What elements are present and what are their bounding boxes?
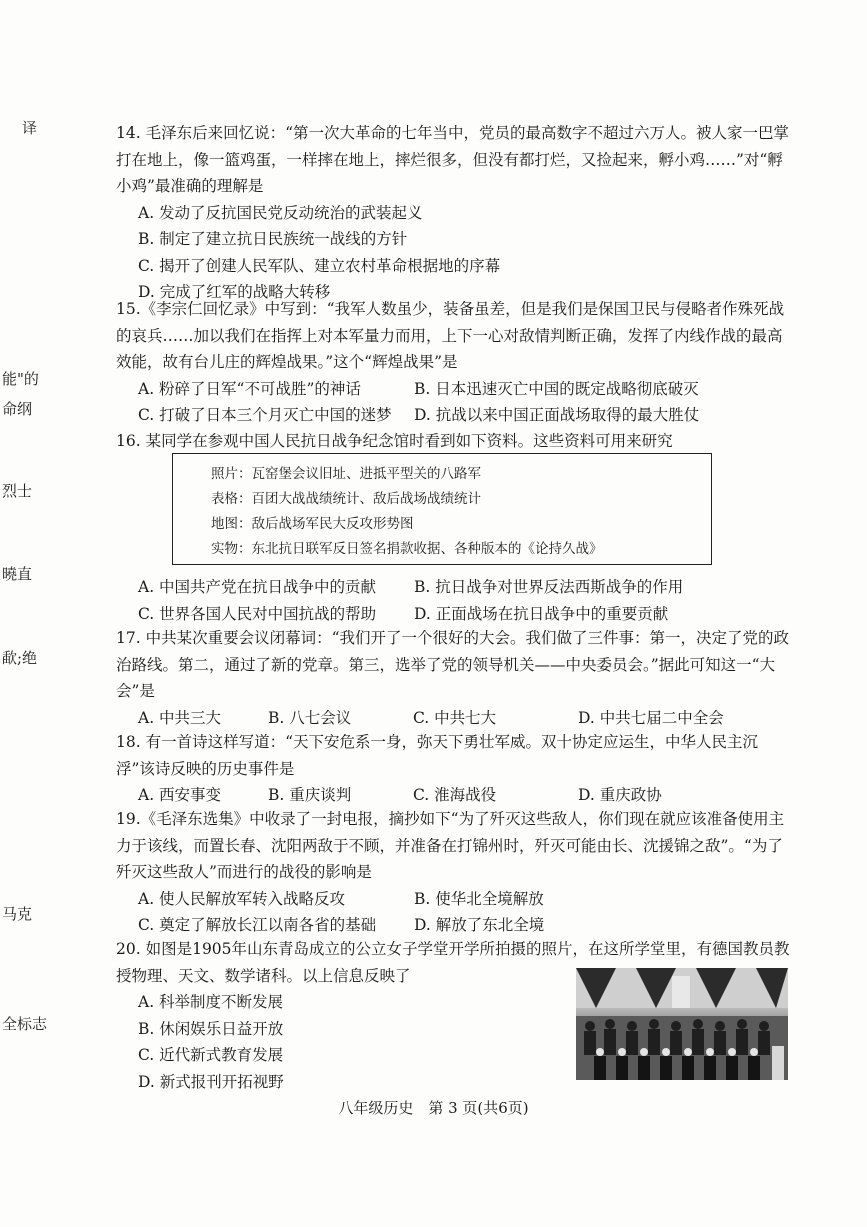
- option-a: A. 西安事变: [138, 786, 222, 804]
- question-stem: 15.《李宗仁回忆录》中写到：“我军人数虽少，装备虽差，但是我们是保国卫民与侵略者作殊死战的哀兵……加以我们在指挥上对本军量力而用，上下一心对敌情判断正确，发挥了内线作战的最高效能，故有台儿庄的辉煌战果。”这个“辉煌战果”是: [116, 300, 785, 371]
- option-c: C. 揭开了创建人民军队、建立农村革命根据地的序幕: [138, 256, 501, 275]
- option-d: D. 抗战以来中国正面战场取得的最大胜仗: [414, 406, 700, 424]
- option-b: B. 重庆谈判: [268, 786, 352, 804]
- option-c: C. 淮海战役: [413, 786, 497, 804]
- question-16: [116, 428, 792, 455]
- question-stem: 20. 如图是1905年山东青岛成立的公立女子学堂开学所拍摄的照片，在这所学堂里，有德国教员教授物理、天文、数学诸科。以上信息反映了: [116, 940, 790, 985]
- box-line: 照片：瓦窑堡会议旧址、进抵平型关的八路军: [211, 466, 481, 482]
- question-15: [116, 296, 792, 429]
- option-c: C. 奠定了解放长江以南各省的基础: [138, 916, 377, 934]
- box-line: 地图：敌后战场军民大反攻形势图: [211, 516, 414, 532]
- margin-fragment: 能"的: [2, 370, 39, 388]
- option-a: A. 科举制度不断发展: [138, 993, 284, 1011]
- question-14: [116, 120, 792, 306]
- question-18: [116, 729, 792, 809]
- option-c: C. 近代新式教育发展: [138, 1046, 284, 1064]
- margin-fragment: 曉直: [2, 565, 33, 583]
- option-b: B. 休闲娱乐日益开放: [138, 1019, 284, 1038]
- page-footer: 八年级历史 第 3 页(共6页): [338, 1099, 529, 1117]
- question-17: [116, 625, 792, 731]
- option-b: B. 使华北全境解放: [414, 889, 544, 908]
- option-d: D. 中共七届二中全会: [578, 708, 724, 727]
- margin-fragment: 烈士: [2, 482, 33, 500]
- question-stem: 17. 中共某次重要会议闭幕词：“我们开了一个很好的大会。我们做了三件事：第一，决定了党的政治路线。第二，通过了新的党章。第三，选举了党的领导机关——中央委员会。”据此可知这一“大会”是: [116, 629, 790, 700]
- option-d: D. 完成了红军的战略大转移: [138, 283, 331, 301]
- option-a: A. 中共三大: [138, 708, 222, 727]
- question-stem: 14. 毛泽东后来回忆说：“第一次大革命的七年当中，党员的最高数字不超过六万人。被人家一巴掌打在地上，像一篮鸡蛋，一样摔在地上，摔烂很多，但没有都打烂，又捡起来，孵小鸡……”对“孵小鸡”最准确的理解是: [116, 124, 790, 195]
- option-a: A. 中国共产党在抗日战争中的贡献: [138, 578, 377, 596]
- margin-fragment: 译: [22, 119, 38, 137]
- box-line: 实物：东北抗日联军反日签名捐款收据、各种版本的《论持久战》: [211, 541, 603, 557]
- margin-fragment: 歃;绝: [2, 649, 38, 667]
- box-line: 表格：百团大战战绩统计、敌后战场战绩统计: [211, 491, 481, 507]
- question-19: [116, 806, 792, 939]
- option-b: B. 八七会议: [268, 708, 352, 727]
- option-c: C. 中共七大: [413, 708, 497, 727]
- option-c: C. 打破了日本三个月灭亡中国的迷梦: [138, 406, 392, 424]
- question-stem: 19.《毛泽东选集》中收录了一封电报，摘抄如下“为了歼灭这些敌人，你们现在就应该准备使用主力于该线，而置长春、沈阳两敌于不顾，并准备在打锦州时，歼灭可能由长、沈援锦之敌”。“为了歼灭这些敌人”而进行的战役的影响是: [116, 810, 785, 881]
- awning-graphic: [576, 968, 788, 1008]
- option-b: B. 抗日战争对世界反法西斯战争的作用: [414, 578, 684, 596]
- crowd-graphic: [576, 1016, 788, 1080]
- option-d: D. 解放了东北全境: [414, 916, 545, 934]
- option-d: D. 正面战场在抗日战争中的重要贡献: [414, 604, 669, 623]
- question-stem: 18. 有一首诗这样写道：“天下安危系一身，弥天下勇壮军威。双十协定应运生，中华人民主沉浮”该诗反映的历史事件是: [116, 733, 759, 778]
- option-b: B. 制定了建立抗日民族统一战线的方针: [138, 230, 408, 248]
- option-a: A. 粉碎了日军“不可战胜”的神话: [138, 379, 361, 398]
- margin-fragment: 马克: [2, 905, 33, 923]
- margin-fragment: 命纲: [2, 400, 33, 418]
- question-stem: 16. 某同学在参观中国人民抗日战争纪念馆时看到如下资料。这些资料可用来研究: [116, 432, 673, 450]
- school-group-photo: [576, 968, 788, 1080]
- option-a: A. 使人民解放军转入战略反攻: [138, 889, 346, 908]
- option-c: C. 世界各国人民对中国抗战的帮助: [138, 604, 377, 623]
- option-d: D. 新式报刊开拓视野: [138, 1072, 284, 1091]
- option-b: B. 日本迅速灭亡中国的既定战略彻底破灭: [414, 379, 699, 398]
- source-materials-box: [172, 453, 712, 565]
- option-a: A. 发动了反抗国民党反动统治的武装起义: [138, 203, 423, 222]
- option-d: D. 重庆政协: [578, 786, 662, 804]
- question-16-options: [116, 574, 792, 627]
- margin-fragment: 全标志: [2, 1015, 48, 1033]
